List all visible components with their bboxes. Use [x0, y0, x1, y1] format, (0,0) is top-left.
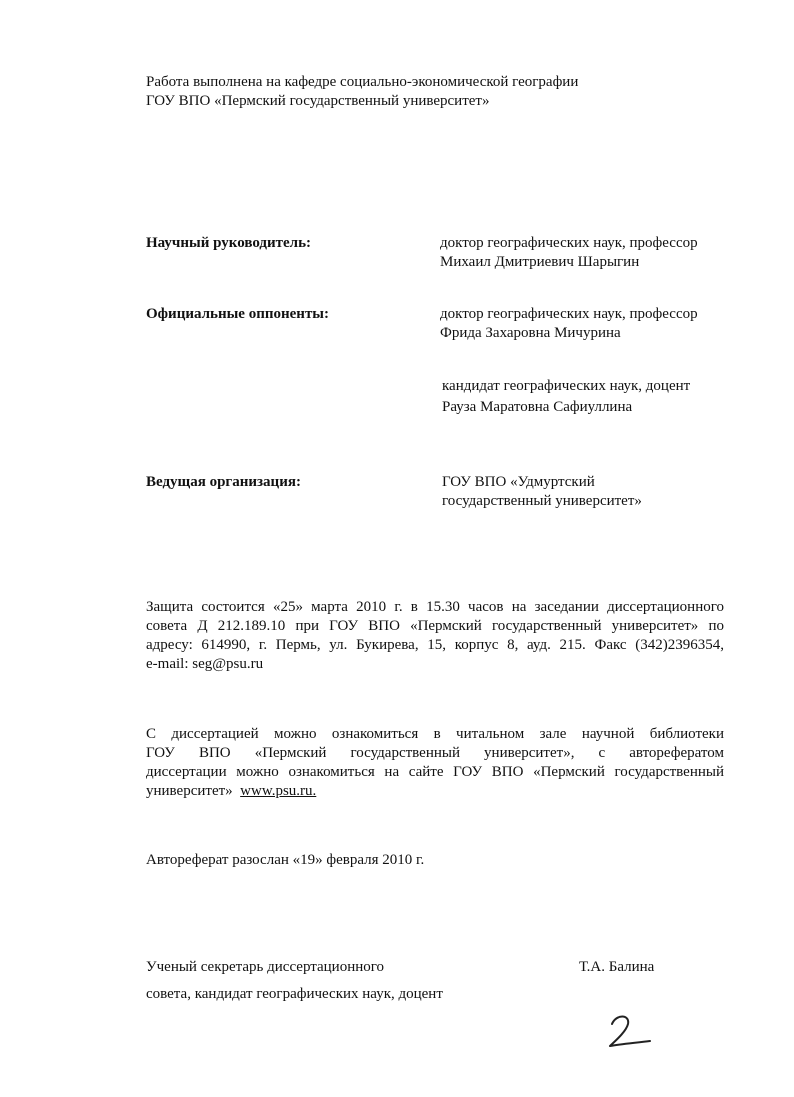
- opponent-2-name: Рауза Маратовна Сафиуллина: [442, 399, 633, 415]
- secretary-line-1: Ученый секретарь диссертационного: [146, 959, 385, 975]
- defense-paragraph: [146, 598, 724, 674]
- defense-line-1: Защита состоится «25» марта 2010 г. в 15.30 часов на заседании диссертационного: [146, 599, 724, 615]
- library-line-1: С диссертацией можно ознакомиться в читальном зале научной библиотеки: [146, 726, 724, 742]
- opponent-1-title: доктор географических наук, профессор: [440, 306, 698, 322]
- leading-org-label: Ведущая организация:: [146, 474, 301, 490]
- supervisor-name: Михаил Дмитриевич Шарыгин: [440, 254, 640, 270]
- psu-website-link[interactable]: www.psu.ru.: [240, 783, 317, 799]
- opponents-label: Официальные оппоненты:: [146, 306, 330, 322]
- secretary-line-2: совета, кандидат географических наук, доцент: [146, 986, 443, 1002]
- defense-line-2: совета Д 212.189.10 при ГОУ ВПО «Пермский государственный университет» по: [146, 618, 724, 634]
- library-line-4-text: университет»: [146, 783, 233, 799]
- header-line-1: Работа выполнена на кафедре социально-экономической географии: [146, 74, 579, 90]
- supervisor-title: доктор географических наук, профессор: [440, 235, 698, 251]
- leading-org-line-2: государственный университет»: [442, 493, 642, 509]
- opponent-1-name: Фрида Захаровна Мичурина: [440, 325, 621, 341]
- library-paragraph: [146, 725, 724, 801]
- library-line-3: диссертации можно ознакомиться на сайте ГОУ ВПО «Пермский государственный: [146, 764, 724, 780]
- header-line-2: ГОУ ВПО «Пермский государственный университет»: [146, 93, 490, 109]
- opponent-2-title: кандидат географических наук, доцент: [442, 378, 691, 394]
- secretary-name: Т.А. Балина: [579, 959, 655, 975]
- library-line-4: [146, 782, 724, 801]
- leading-org-line-1: ГОУ ВПО «Удмуртский: [442, 474, 595, 490]
- handwritten-page-number-2: [600, 1010, 660, 1050]
- page-number: [600, 1010, 660, 1056]
- defense-line-3: адресу: 614990, г. Пермь, ул. Букирева, 15, корпус 8, ауд. 215. Факс (342)2396354,: [146, 637, 724, 653]
- supervisor-label: Научный руководитель:: [146, 235, 311, 251]
- library-line-2: ГОУ ВПО «Пермский государственный университет», с авторефератом: [146, 745, 724, 761]
- defense-line-4: e-mail: seg@psu.ru: [146, 656, 264, 672]
- sent-date: Автореферат разослан «19» февраля 2010 г.: [146, 852, 425, 868]
